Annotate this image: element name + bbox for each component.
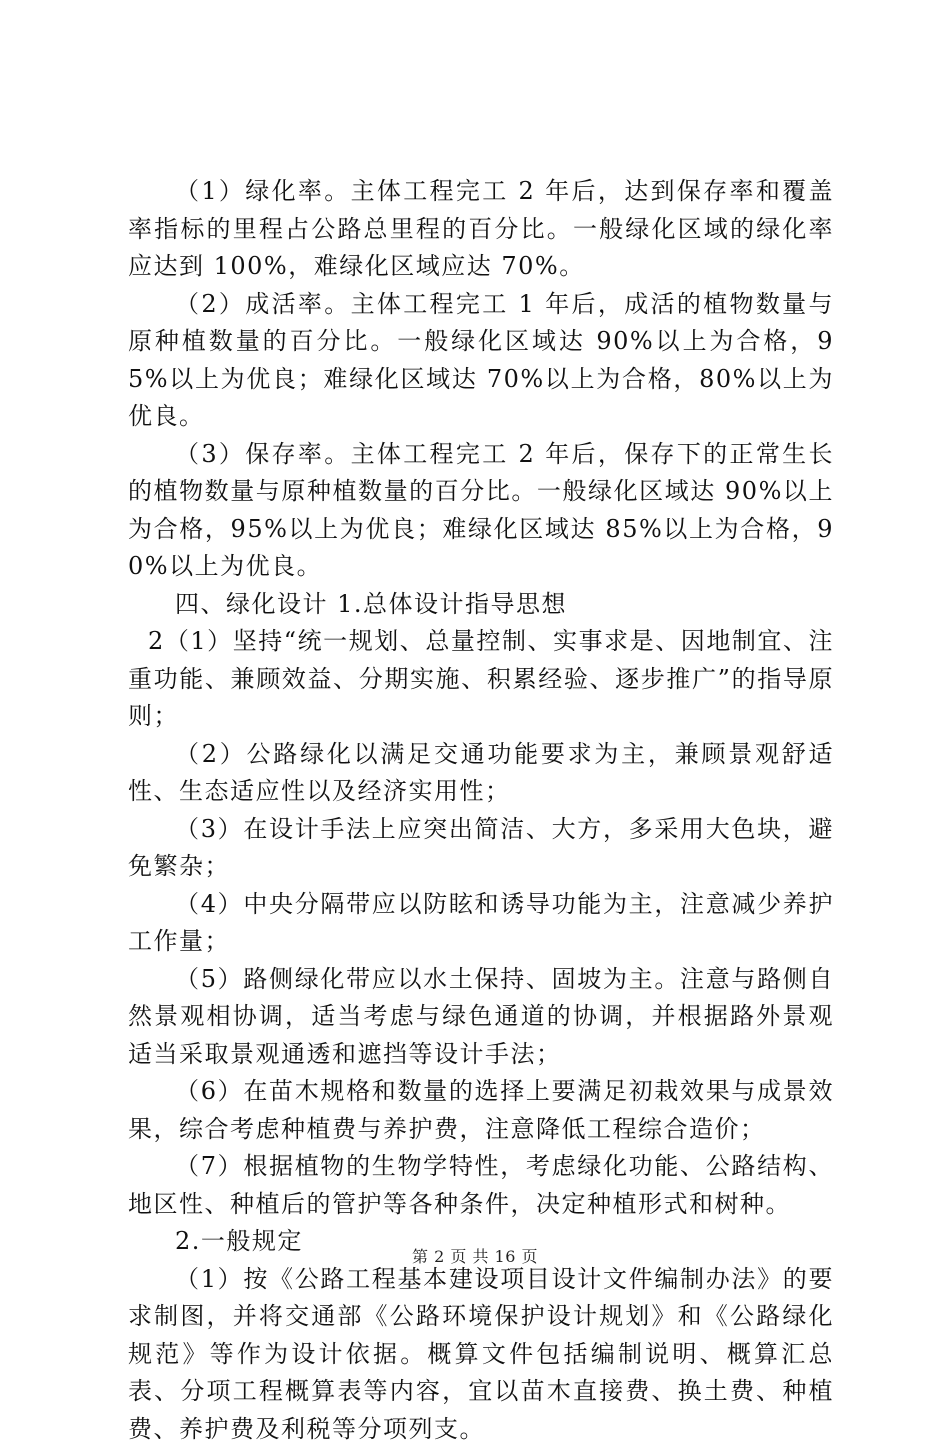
- paragraph-guiding-principle-6: （6）在苗木规格和数量的选择上要满足初栽效果与成景效果，综合考虑种植费与养护费，注意降低工程综合造价；: [128, 1073, 834, 1148]
- paragraph-guiding-principle-4: （4）中央分隔带应以防眩和诱导功能为主，注意减少养护工作量；: [128, 886, 834, 961]
- section-heading-general-rules: 2.一般规定: [128, 1223, 834, 1261]
- page-footer: 第 2 页 共 16 页: [0, 1244, 950, 1267]
- paragraph-guiding-principle-3: （3）在设计手法上应突出简洁、大方，多采用大色块，避免繁杂；: [128, 811, 834, 886]
- paragraph-guiding-principle-1: 2（1）坚持“统一规划、总量控制、实事求是、因地制宜、注重功能、兼顾效益、分期实施、积累经验、逐步推广”的指导原则；: [128, 623, 834, 736]
- paragraph-guiding-principle-7: （7）根据植物的生物学特性，考虑绿化功能、公路结构、地区性、种植后的管护等各种条件，决定种植形式和树种。: [128, 1148, 834, 1223]
- paragraph-guiding-principle-5: （5）路侧绿化带应以水土保持、固坡为主。注意与路侧自然景观相协调，适当考虑与绿色通道的协调，并根据路外景观适当采取景观通透和遮挡等设计手法；: [128, 961, 834, 1074]
- paragraph-general-rule-1: （1）按《公路工程基本建设项目设计文件编制办法》的要求制图，并将交通部《公路环境保护设计规划》和《公路绿化规范》等作为设计依据。概算文件包括编制说明、概算汇总表、分项工程概算表等内容，宜以苗木直接费、换土费、种植费、养护费及利税等分项列支。: [128, 1261, 834, 1448]
- paragraph-guiding-principle-2: （2）公路绿化以满足交通功能要求为主，兼顾景观舒适性、生态适应性以及经济实用性；: [128, 736, 834, 811]
- paragraph-survival-rate: （2）成活率。主体工程完工 1 年后，成活的植物数量与原种植数量的百分比。一般绿化区域达 90%以上为合格，95%以上为优良；难绿化区域达 70%以上为合格，80%以上为优良。: [128, 286, 834, 436]
- section-heading-greening-design: 四、绿化设计 1.总体设计指导思想: [128, 586, 834, 624]
- paragraph-greening-rate: （1）绿化率。主体工程完工 2 年后，达到保存率和覆盖率指标的里程占公路总里程的百分比。一般绿化区域的绿化率应达到 100%，难绿化区域应达 70%。: [128, 173, 834, 286]
- paragraph-retention-rate: （3）保存率。主体工程完工 2 年后，保存下的正常生长的植物数量与原种植数量的百分比。一般绿化区域达 90%以上为合格，95%以上为优良；难绿化区域达 85%以上为合格，90%以上为优良。: [128, 436, 834, 586]
